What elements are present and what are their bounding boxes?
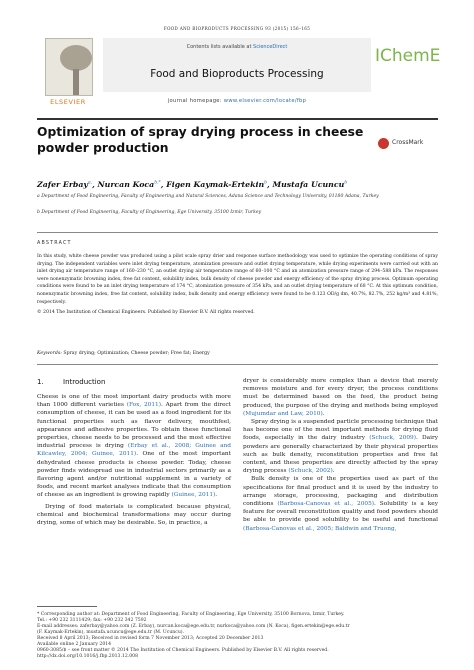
paragraph	[243, 418, 438, 475]
abstract-top-rule	[37, 232, 438, 233]
abstract-copyright: © 2014 The Institution of Chemical Engineers. Published by Elsevier B.V. All rights reserved.	[37, 310, 255, 316]
keywords-label: Keywords:	[37, 351, 62, 356]
text-run: .	[322, 410, 325, 417]
text-run: . Solubility is a key feature for overall reconstitution quality and food powders should be able to provide good solubility to be useful and functional	[243, 501, 438, 524]
section-number: 1.	[37, 378, 44, 386]
journal-title: Food and Bioproducts Processing	[150, 68, 324, 80]
text-run: Cheese is one of the most important dairy products with more than 1000 different varieties	[37, 394, 231, 409]
citation-link[interactable]: (Guinee, 2011)	[171, 492, 216, 499]
paragraph	[243, 475, 438, 532]
author-sup: a,	[87, 180, 93, 186]
paragraph	[37, 393, 231, 500]
abstract-heading: ABSTRACT	[37, 241, 72, 246]
left-column	[37, 393, 231, 527]
text-run: Bulk density is one of the properties used as part of the specifications for final product and it is used by the industry to arrange storage, processing, packaging and distribution conditions	[243, 476, 438, 508]
right-column	[243, 377, 438, 533]
author-sup: b	[264, 180, 268, 186]
text-run: Drying of food materials is complicated because physical, chemical and biochemical transformations may occur during drying, some of which may be desirable. So, in practice, a	[37, 503, 231, 527]
author-name[interactable]: Zafer Erbay	[37, 180, 88, 189]
tree-trunk-shape	[73, 69, 79, 95]
citation-link[interactable]: (Erbay et al., 2008; Guinee and Kilcawley, 2004; Guinee, 2011)	[37, 443, 232, 458]
footnotes	[37, 612, 438, 660]
author-sup: b,*	[154, 180, 161, 186]
abstract-body	[37, 253, 438, 317]
text-run: Spray drying is a suspended particle processing technique that has become one of the most important methods for drying fluid foods, especially in the dairy industry	[243, 419, 438, 442]
citation-link[interactable]: (Barbosa-Canovas et al., 2005; Baldwin and Truong,	[243, 525, 397, 532]
text-run: dryer is considerably more complex than a device that merely removes moisture and for every dryer, the process conditions must be determined based on the feed, the product being produced, the purpose of the drying and methods being employed	[243, 378, 438, 409]
icheme-logo: IChemE	[375, 46, 441, 66]
keywords-list: Spray drying; Optimization; Cheese powder; Free fat; Energy	[63, 351, 210, 356]
footnote-tel: Tel.: +90 232 3111429; fax: +90 232 342 7592	[37, 618, 147, 623]
paragraph	[37, 503, 231, 528]
footnote-email-cont[interactable]: (F. Kaymak-Ertekin), mustafa.ucuncu@ege.edu.tr (M. Ucuncu).	[37, 630, 185, 635]
section-heading	[37, 378, 105, 386]
homepage-prefix: journal homepage:	[167, 98, 224, 104]
author-name[interactable]: Nurcan Koca	[97, 180, 155, 189]
citation-link[interactable]: (Schuck, 2002)	[288, 468, 333, 475]
text-run: . Dairy powders are generally characterized by their physical properties such as bulk density, reconstitution properties and free fat content, and these properties are directly affected by the spray drying process	[243, 435, 438, 475]
elsevier-wordmark: ELSEVIER	[50, 98, 86, 106]
citation-link[interactable]: (Mujumdar and Law, 2010)	[243, 410, 323, 417]
footnote-doi[interactable]: http://dx.doi.org/10.1016/j.fbp.2013.12.008	[37, 654, 139, 659]
author-sup: b	[344, 180, 348, 186]
elsevier-logo	[37, 36, 99, 114]
running-header: FOOD AND BIOPRODUCTS PROCESSING 93 (2015) 156–165	[163, 26, 311, 31]
crossmark-icon	[378, 138, 389, 149]
journal-masthead	[37, 36, 441, 114]
citation-link[interactable]: (Schuck, 2009)	[369, 435, 416, 442]
footnote-email[interactable]: E-mail addresses: zaferbay@yahoo.com (Z. Erbay), nurcan.koca@ege.edu.tr, nurkoca@yahoo.com (N. Koca), figen.ertekin@ege.edu.tr	[37, 624, 350, 629]
tree-crown-shape	[60, 45, 92, 71]
author-name[interactable]: Mustafa Ucuncu	[272, 180, 345, 189]
citation-link[interactable]: (Fox, 2011)	[126, 402, 162, 409]
crossmark-badge[interactable]	[378, 138, 440, 150]
contents-line	[103, 44, 371, 50]
footnote-rule	[37, 606, 97, 607]
contents-prefix: Contents lists available at	[186, 44, 254, 50]
author-name[interactable]: Figen Kaymak-Ertekin	[166, 180, 265, 189]
keywords-line	[37, 351, 438, 356]
footnote-received: Received 8 April 2013; Received in revised form 7 November 2013; Accepted 20 December 2013	[37, 636, 264, 641]
text-run: .	[332, 468, 335, 475]
article-title: Optimization of spray drying process in cheese powder production	[37, 125, 364, 155]
footnote-online: Available online 2 January 2014	[37, 642, 112, 647]
affiliation-b: b Department of Food Engineering, Faculty of Engineering, Ege University, 35100 Izmir, Turkey	[37, 210, 262, 215]
section-title: Introduction	[63, 378, 106, 386]
abstract-text: In this study, white cheese powder was produced using a pilot scale spray drier and response surface methodology was used to optimize the operating conditions of spray drying. The independent variables were inlet drying temperature, atomization pressure and outlet drying temperature, while drying experiments were carried out with an inlet drying air temperature range of 160–230 °C, an outlet drying air temperature range of 60–100 °C and an atomization pressure range of 294–588 kPa. The responses were nonenzymatic browning index, free fat content, solubility index, bulk density of cheese powder and energy efficiency of the spray drying process. Optimum operating conditions were found to be an inlet drying temperature of 174 °C, atomization pressure of 354 kPa, and an outlet drying temperature of 68 °C. At this optimum condition, nonenzymatic browning index, free fat content, solubility index, bulk density and energy efficiency were found to be 0.123 OD/g dm, 40.7%, 82.7%, 252 kg/m³ and 4.81%, respectively.	[37, 254, 438, 305]
text-run: .	[215, 492, 218, 499]
paragraph	[243, 377, 438, 418]
citation-link[interactable]: (Barbosa-Canovas et al., 2005)	[277, 501, 375, 508]
footnote-corresponding: * Corresponding author at: Department of Food Engineering, Faculty of Engineering, Ege University, 35100 Bornova, Izmir, Turkey.	[37, 612, 345, 617]
homepage-link[interactable]: www.elsevier.com/locate/fbp	[223, 98, 307, 104]
sciencedirect-link[interactable]: ScienceDirect	[253, 44, 288, 50]
abstract-bottom-rule	[37, 364, 438, 365]
tree-illustration	[45, 38, 93, 96]
author-list: Zafer Erbay$^{a,}$, Nurcan Koca$^{b,*}$, Figen Kaymak-Ertekin$^b$, Mustafa Ucuncu$^b$	[37, 180, 348, 189]
journal-title-box	[103, 38, 371, 92]
masthead-rule	[37, 118, 438, 120]
text-run: . One of the most important dehydrated cheese products is cheese powder. Today, cheese powder finds widespread use in industrial sectors primarily as a flavoring agent and/or nutritional supplement in a variety of foods, and recent market analyses indicate that the consumption of cheese as an ingredient is growing rapidly	[37, 451, 231, 499]
affiliation-a: a Department of Food Engineering, Faculty of Engineering and Natural Sciences, Adana Science and Technology University, 01180 Adana, Turkey	[37, 194, 379, 199]
crossmark-label: CrossMark	[392, 139, 424, 146]
footnote-issn: 0960-3085/$ – see front matter © 2014 The Institution of Chemical Engineers. Published by Elsevier B.V. All rights reserved.	[37, 648, 329, 653]
text-run: . Apart from the direct consumption of cheese, it can be used as a food ingredient for its functional properties such as flavor delivery, mouthfeel, appearance and adhesive properties. To obtain these functional properties, cheese needs to be processed and the most effective industrial process is drying	[37, 402, 231, 450]
journal-homepage	[103, 98, 371, 104]
